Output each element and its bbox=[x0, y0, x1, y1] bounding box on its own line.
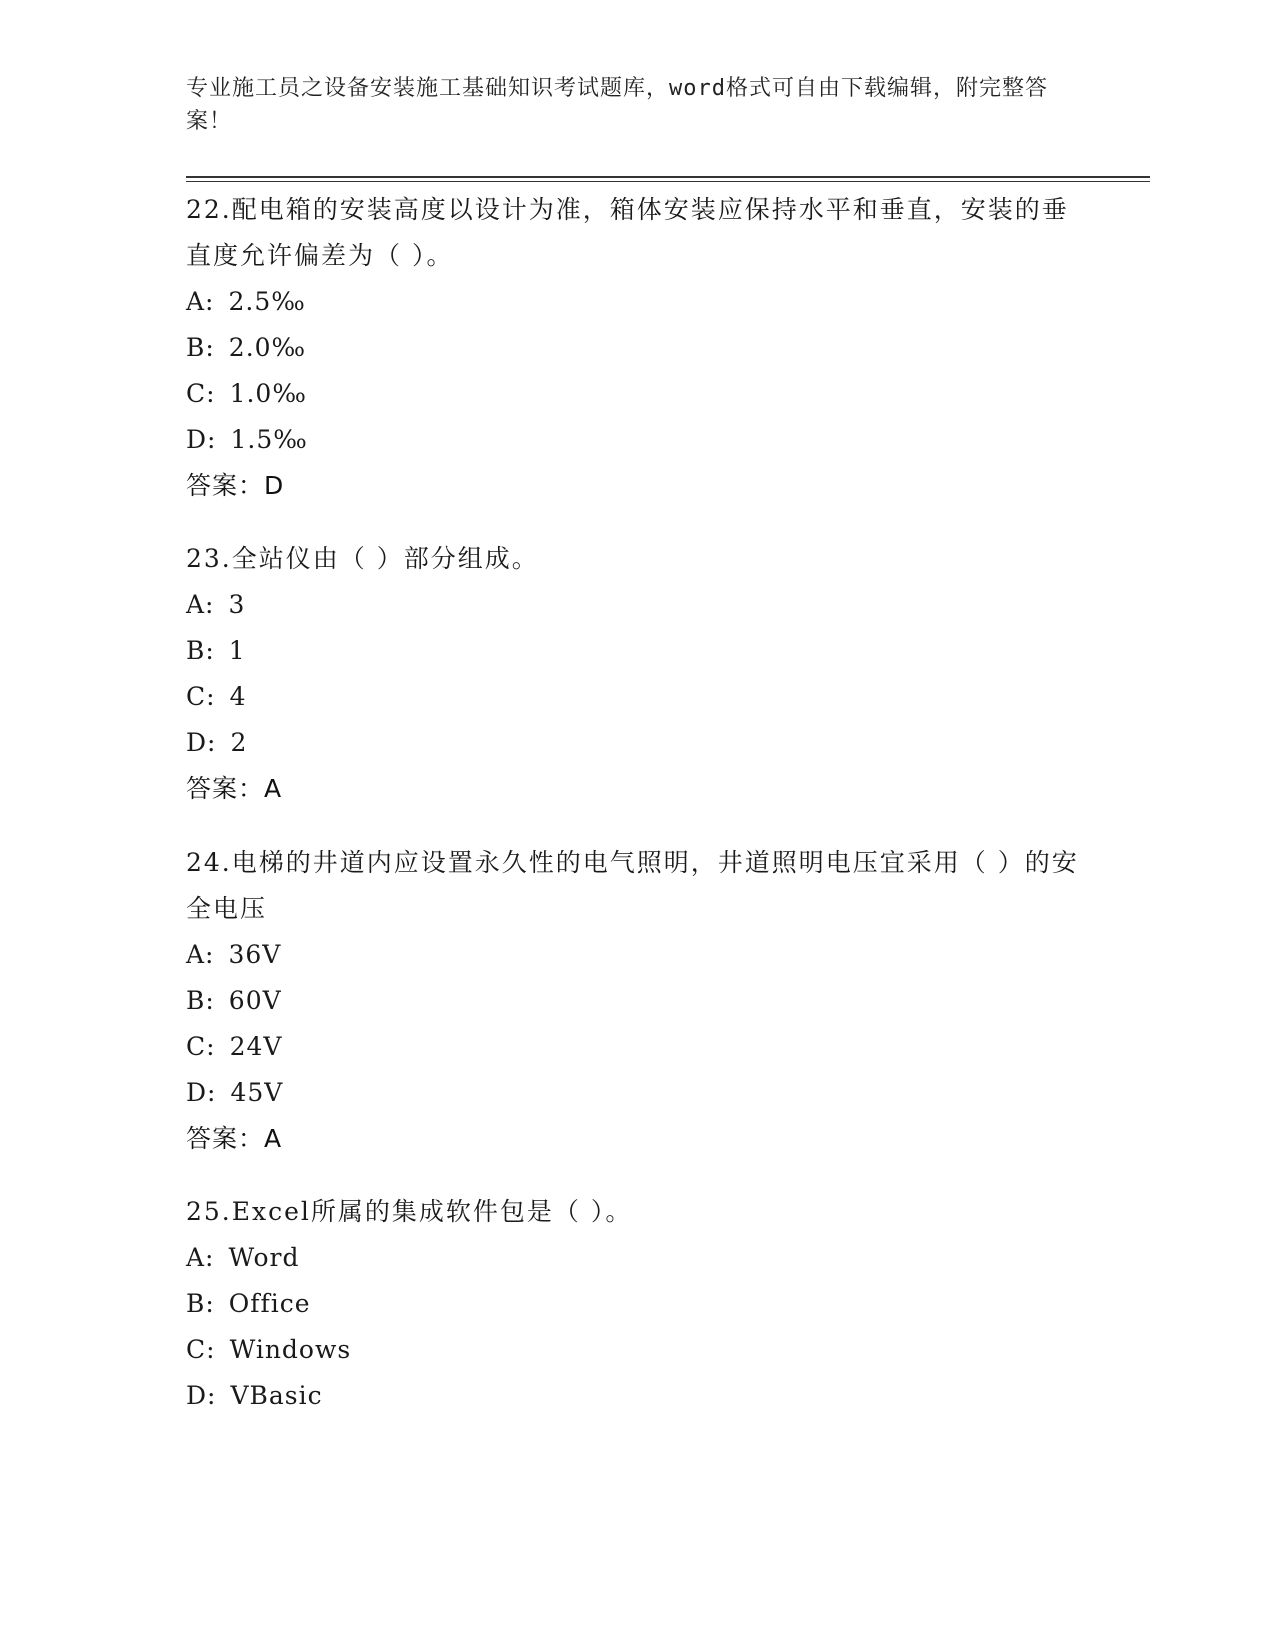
option-text: 4 bbox=[229, 682, 247, 711]
option-letter: D: bbox=[186, 425, 217, 454]
option-d bbox=[186, 417, 1086, 463]
option-letter: B: bbox=[186, 333, 215, 362]
answer-line bbox=[186, 766, 1086, 812]
option-text: 1.5‰ bbox=[230, 425, 308, 454]
option-b bbox=[186, 325, 1086, 371]
answer-label: 答案： bbox=[186, 1124, 265, 1153]
question-24 bbox=[186, 840, 1086, 1162]
question-number: 22. bbox=[186, 195, 232, 224]
option-letter: A: bbox=[186, 1243, 215, 1272]
option-text: 2 bbox=[230, 728, 248, 757]
option-letter: A: bbox=[186, 287, 215, 316]
option-text: Word bbox=[228, 1243, 300, 1272]
option-a bbox=[186, 279, 1086, 325]
question-stem bbox=[186, 536, 1086, 582]
option-letter: D: bbox=[186, 728, 217, 757]
option-c bbox=[186, 1327, 1086, 1373]
question-stem bbox=[186, 187, 1086, 279]
option-a bbox=[186, 932, 1086, 978]
option-d bbox=[186, 1373, 1086, 1419]
option-text: 1.0‰ bbox=[229, 379, 307, 408]
option-letter: B: bbox=[186, 1289, 215, 1318]
option-text: Office bbox=[228, 1289, 311, 1318]
question-stem bbox=[186, 1189, 1086, 1235]
option-text: 2.0‰ bbox=[228, 333, 307, 362]
answer-value: A bbox=[264, 1124, 283, 1153]
option-letter: B: bbox=[186, 986, 215, 1015]
question-text: 全站仪由（ ）部分组成。 bbox=[231, 544, 539, 573]
header-divider-thick bbox=[186, 176, 1150, 178]
question-22 bbox=[186, 187, 1086, 509]
answer-line bbox=[186, 463, 1086, 509]
option-letter: A: bbox=[186, 940, 215, 969]
option-b bbox=[186, 978, 1086, 1024]
option-text: 36V bbox=[228, 940, 282, 969]
option-text: 60V bbox=[228, 986, 282, 1015]
option-d bbox=[186, 1070, 1086, 1116]
question-text: 电梯的井道内应设置永久性的电气照明，井道照明电压宜采用（ ）的安全电压 bbox=[186, 848, 1079, 923]
answer-value: D bbox=[264, 471, 285, 500]
option-letter: A: bbox=[186, 590, 215, 619]
option-text: 1 bbox=[228, 636, 246, 665]
option-text: VBasic bbox=[230, 1381, 323, 1410]
option-a bbox=[186, 1235, 1086, 1281]
question-text: Excel所属的集成软件包是（ ）。 bbox=[231, 1197, 633, 1226]
option-a bbox=[186, 582, 1086, 628]
option-c bbox=[186, 674, 1086, 720]
option-letter: D: bbox=[186, 1381, 217, 1410]
option-text: 45V bbox=[230, 1078, 284, 1107]
option-b bbox=[186, 1281, 1086, 1327]
answer-label: 答案： bbox=[186, 774, 265, 803]
option-text: 2.5‰ bbox=[228, 287, 306, 316]
option-text: 3 bbox=[228, 590, 246, 619]
document-header-note: 专业施工员之设备安装施工基础知识考试题库，word格式可自由下载编辑，附完整答案！ bbox=[186, 76, 1048, 134]
option-d bbox=[186, 720, 1086, 766]
question-stem bbox=[186, 840, 1086, 932]
question-23 bbox=[186, 536, 1086, 812]
option-c bbox=[186, 1024, 1086, 1070]
option-b bbox=[186, 628, 1086, 674]
question-number: 24. bbox=[186, 848, 232, 877]
option-letter: C: bbox=[186, 1335, 216, 1364]
option-letter: B: bbox=[186, 636, 215, 665]
question-number: 23. bbox=[186, 544, 232, 573]
header-divider-thin bbox=[186, 181, 1150, 182]
option-c bbox=[186, 371, 1086, 417]
answer-line bbox=[186, 1116, 1086, 1162]
answer-label: 答案： bbox=[186, 471, 265, 500]
option-text: 24V bbox=[229, 1032, 283, 1061]
option-letter: C: bbox=[186, 379, 216, 408]
option-text: Windows bbox=[229, 1335, 352, 1364]
question-number: 25. bbox=[186, 1197, 232, 1226]
question-text: 配电箱的安装高度以设计为准，箱体安装应保持水平和垂直，安装的垂直度允许偏差为（ ）。 bbox=[186, 195, 1069, 270]
answer-value: A bbox=[264, 774, 283, 803]
question-25 bbox=[186, 1189, 1086, 1419]
option-letter: D: bbox=[186, 1078, 217, 1107]
option-letter: C: bbox=[186, 1032, 216, 1061]
option-letter: C: bbox=[186, 682, 216, 711]
